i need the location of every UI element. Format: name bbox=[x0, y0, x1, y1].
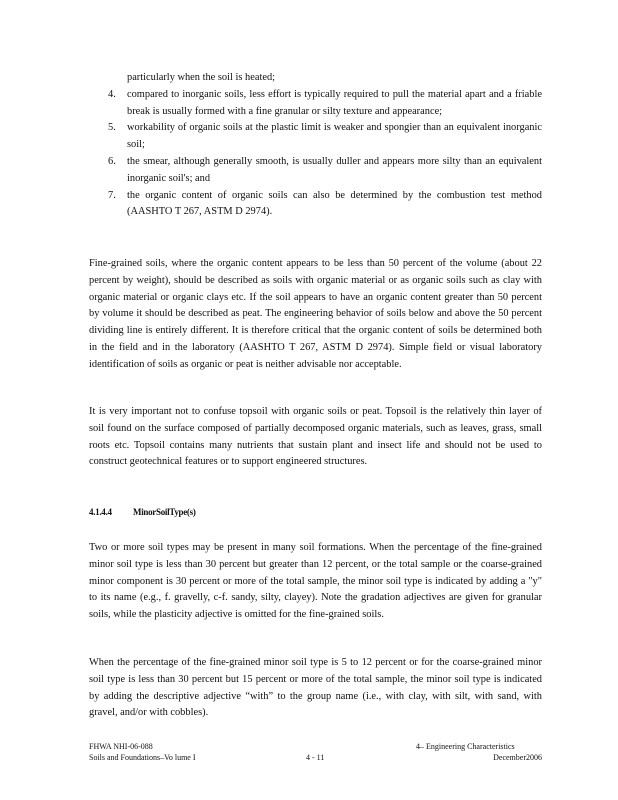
paragraph-organic-content: Fine-grained soils, where the organic content appears to be less than 50 percent of the volume (about 22 percent by weight), should be described as soils with organic material or as organic soils such as clay with organic material or organic clays etc. If the soil appears to have an organic content greater than 50 percent by volume it should be described as peat. The engineering behavior of soils below and above the 50 percent dividing line is entirely different. It is therefore critical that the organic content of soils be determined both in the field and in the laboratory (AASHTO T 267, ASTM D 2974). Simple field or visual laboratory identification of soils as organic or peat is neither advisable nor acceptable. bbox=[89, 258, 542, 370]
list-item bbox=[108, 188, 542, 222]
paragraph-with-adjective: When the percentage of the fine-grained minor soil type is 5 to 12 percent or for the coarse-grained minor soil type is less than 30 percent but 15 percent or more of the total sample, the minor soil type is indicated by adding the descriptive adjective “with” to the group name (i.e., with clay, with silt, with sand, with gravel, and/or with cobbles). bbox=[89, 657, 542, 719]
footer-date: December2006 bbox=[493, 753, 542, 762]
list-text: workability of organic soils at the plastic limit is weaker and spongier than an equivalent inorganic soil; bbox=[127, 122, 542, 151]
list-text: the smear, although generally smooth, is usually duller and appears more silty than an equivalent inorganic soil's; and bbox=[127, 155, 542, 184]
list-item bbox=[108, 154, 542, 188]
list-item bbox=[108, 120, 542, 154]
section-number: 4.1.4.4 bbox=[89, 507, 112, 517]
footer-chapter-title: 4– Engineering Characteristics bbox=[416, 742, 515, 751]
footer-publication-id: FHWA NHI-06-088 bbox=[89, 742, 153, 751]
paragraph-topsoil: It is very important not to confuse topsoil with organic soils or peat. Topsoil is the relatively thin layer of soil found on the surface composed of partially decomposed organic materials, such as leaves, grass, small roots etc. Topsoil contains many nutrients that sustain plant and insect life and should not be used to construct geotechnical features or to support engineered structures. bbox=[89, 406, 542, 468]
footer-right bbox=[416, 741, 542, 763]
list-number: 7. bbox=[108, 189, 116, 201]
list-number: 4. bbox=[108, 88, 116, 100]
list-text: compared to inorganic soils, less effort is typically required to pull the material apart and a friable break is usually formed with a fine granular or silty texture and appearance; bbox=[127, 88, 542, 117]
page-number: 4 - 11 bbox=[306, 753, 325, 762]
list-number: 6. bbox=[108, 155, 116, 167]
section-heading bbox=[89, 507, 196, 517]
list-item bbox=[108, 87, 542, 121]
list-number: 5. bbox=[108, 122, 116, 134]
list-continuation: particularly when the soil is heated; bbox=[127, 72, 276, 83]
section-title: MinorSoilType(s) bbox=[133, 507, 196, 517]
footer-left bbox=[89, 741, 196, 763]
numbered-list bbox=[108, 70, 542, 221]
paragraph-minor-soil-types: Two or more soil types may be present in many soil formations. When the percentage of the fine-grained minor soil type is less than 30 percent but greater than 12 percent, or the total sample or the coarse-grained minor component is 30 percent or more of the total sample, the minor soil type is indicated by adding a "y" to its name (e.g., f. gravelly, c-f. sandy, silty, clayey). Note the gradation adjectives are given for granular soils, while the plasticity adjective is omitted for the fine-grained soils. bbox=[89, 542, 542, 621]
footer-volume-title: Soils and Foundations–Vo lume I bbox=[89, 753, 196, 762]
list-text: the organic content of organic soils can also be determined by the combustion test method (AASHTO T 267, ASTM D 2974). bbox=[127, 189, 542, 218]
